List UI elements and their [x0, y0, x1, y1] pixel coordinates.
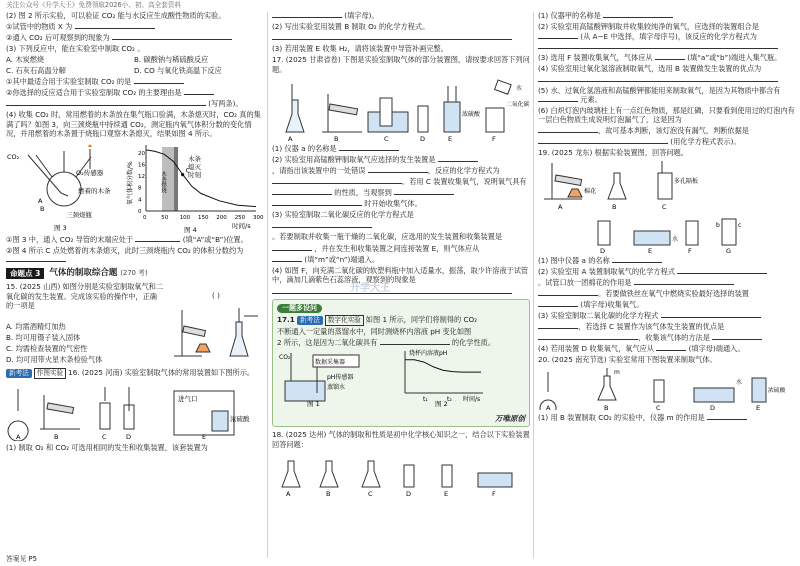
apparatus-label: D	[126, 433, 132, 442]
text-line: ②你选择的反应适合用于实验室制取 CO₂ 的主要理由是	[6, 88, 264, 98]
apparatus-label: 二氧化碳	[506, 102, 530, 108]
text-line: (3) 实验室制取二氧化碳反应的化学方程式是	[272, 210, 414, 219]
paragraph: (2) 实验室用高锰酸钾制取并收集较纯净的氧气，应选择的装置组合是 (从 A~E 中选择，填字母序号)，该反应的化学方程式为	[538, 22, 759, 41]
option-row: A. 木炭燃烧 B. 碳酸钠与稀硫酸反应	[6, 55, 209, 64]
apparatus-label: 进气口	[178, 395, 198, 404]
apparatus-label: A	[286, 490, 291, 497]
text-line: (3) 选用 F 装置收集氧气，气体应从 (填“a”或“b”)端进入集气瓶。	[538, 53, 782, 62]
text-line: (1) 用 B 装置制取 CO₂ 的实验中，仪器 m 的作用是	[538, 413, 796, 423]
text-line: (2) 实验室用高锰酸钾制取氧气应选择的发生装置是	[272, 155, 530, 165]
text-line: ，故可基本判断，该灯泡没有漏气，判断依据是	[538, 126, 796, 136]
text-line	[538, 75, 796, 85]
apparatus-label: D	[600, 247, 606, 253]
apparatus-label: 棉花	[584, 188, 597, 195]
apparatus-label: F	[492, 135, 496, 142]
fig-label: CO₂	[279, 354, 291, 362]
fig3-label: A	[38, 196, 43, 205]
text-line: 。试管口放一团棉花的作用是	[538, 278, 796, 288]
fig-caption: 图 1	[307, 400, 320, 408]
chart-x-tick: 200	[216, 214, 227, 221]
extension-header: 一题多设问	[277, 304, 322, 313]
text-line: 不断通入一定量的蒸馏水中，同时测烧杯内溶液 pH 变化如图	[277, 327, 472, 337]
q20-apparatus	[538, 366, 796, 410]
question-15	[6, 282, 264, 368]
section-header	[6, 268, 264, 280]
option: B. 均可用镊子装入固体	[6, 333, 81, 343]
apparatus-row-a-e	[6, 381, 264, 441]
answer-bracket: ( )	[212, 291, 220, 301]
column-divider-1	[267, 12, 268, 558]
text-line: ②图 4 所示 C 点处燃着的木条熄灭，此时三颈烧瓶内 CO₂ 的体积分数约为	[6, 246, 264, 265]
text-line: (写两条)。	[6, 99, 264, 109]
text-line: (2) 写出实验室用装置 B 制取 O₂ 的化学方程式。	[272, 22, 430, 31]
apparatus-label: B	[612, 203, 617, 211]
section-badge: 命题点 3	[6, 268, 44, 280]
chart-y-tick: 4	[138, 196, 142, 203]
apparatus-label: F	[688, 247, 692, 253]
paragraph: (4) 收集 CO₂ 时，常用燃着的木条放在集气瓶口验满，木条熄灭时，CO₂ 真的集满了吗？如图 3，向三颈烧瓶中持续通 CO₂，测定瓶内氧气体积分数的变化情况，并用燃着的木条置于烧瓶口观察木条熄灭，结果如图 4 所示。	[6, 110, 261, 138]
fig3-label: 燃着的木条	[78, 186, 111, 195]
apparatus-label: B	[334, 135, 339, 142]
q18-apparatus	[272, 451, 530, 497]
header-note: 关注公众号《升学大王》免费领取2026小、初、高全套资料	[6, 1, 182, 9]
text-line: ①图 3 中，通入 CO₂ 导管的末端应处于 (填“A”或“B”)位置。	[6, 234, 248, 244]
text-line: ①试管中的物质 X 为	[6, 22, 264, 32]
text-line: 。若用 C 装置收集氧气，说明氧气具有	[272, 177, 530, 187]
apparatus-label: E	[648, 247, 653, 253]
section-title: 气体的制取综合题	[49, 267, 118, 278]
text-line: ①其中最适合用于实验室制取 CO₂ 的是	[6, 77, 264, 87]
chart-x-tick: 250	[234, 214, 246, 221]
text-line: 17.1 新考法 数字化实验 如图 1 所示，同学们将制得的 CO₂	[277, 315, 478, 325]
q17-apparatus	[272, 76, 530, 142]
chart-xlabel: 时间/s	[232, 221, 251, 230]
q19-stem: 19. (2025 龙东) 根据实验装置图，回答问题。	[538, 148, 688, 157]
text-line: ，收集该气体的方法是	[538, 333, 796, 343]
tag-digital: 数字化实验	[325, 315, 364, 326]
tag-new-method: 新考法	[6, 369, 32, 378]
apparatus-label: C	[368, 490, 373, 497]
chart-annotation: 木条燃烧	[160, 170, 166, 193]
apparatus-label: E	[448, 135, 453, 142]
q18-stem: 18. (2025 达州) 气体的制取和性质是初中化学核心知识之一，结合以下实验装置回答问题：	[272, 430, 530, 449]
chart-annotation: 时刻	[188, 170, 201, 179]
option-row: C. 石灰石高温分解 D. CO 与氧化铁高温下反应	[6, 66, 222, 75]
text-line: (填字母)。	[272, 11, 530, 21]
apparatus-label: C	[656, 404, 661, 410]
fig-caption: 图 2	[435, 400, 448, 408]
chart-x-tick: 0	[143, 214, 147, 221]
text-line	[538, 42, 796, 52]
apparatus-label: F	[492, 490, 496, 497]
text-line: ，请指出该装置中的一处错误 ，反应的化学方程式为	[272, 166, 500, 175]
apparatus-label: D	[710, 404, 716, 410]
option: D. 均可用带火星木条检验气体	[6, 355, 103, 365]
text-line: (填“m”或“n”)端通入。	[272, 255, 530, 265]
footer-answer-ref: 答案见 P5	[6, 555, 37, 564]
apparatus-label: c	[738, 222, 742, 229]
fig3-label: CO₂	[7, 152, 20, 161]
q19-apparatus	[538, 159, 796, 253]
apparatus-label: G	[726, 247, 732, 253]
fig3-label: 三颈烧瓶	[66, 210, 92, 219]
apparatus-label: B	[604, 404, 609, 410]
apparatus-label: D	[406, 490, 412, 497]
apparatus-row-a-f	[272, 76, 530, 142]
fig-label: 数据采集器	[315, 359, 346, 367]
option: A. 均需酒精灯加热	[6, 322, 66, 332]
chart-ylabel: 氧气体积分数/%	[127, 160, 134, 205]
chart-y-tick: 8	[138, 185, 142, 192]
tag-new-method: 新考法	[297, 316, 323, 325]
paragraph: (5) 水、过氧化氢溶液和高锰酸钾都能用来制取氧气，是因为其物质中都含有 元素。	[538, 85, 781, 104]
text-line: (3) 实验室制取二氧化碳的化学方程式	[538, 311, 796, 321]
fig4-caption: 图 4	[184, 225, 197, 233]
apparatus-illustration	[172, 306, 262, 362]
apparatus-label: B	[54, 433, 59, 442]
apparatus-label: b	[716, 222, 720, 229]
chart-x-tick: 100	[179, 214, 191, 221]
text-line	[272, 287, 530, 297]
text-line: (2) 实验室用 A 装置制取氧气的化学方程式	[538, 267, 796, 277]
text-line: (2) 图 2 所示实验，可以验证 CO₂ 能与水反应生成酸性物质的实验。	[6, 11, 226, 20]
apparatus-label: B	[326, 490, 331, 497]
text-line: (1) 制取 O₂ 和 CO₂ 可选用相同的发生和收集装置，该套装置为	[6, 443, 208, 453]
ext-figures	[277, 349, 525, 407]
apparatus-label: 浓硫酸	[768, 388, 786, 394]
text-line: ，并在发生和收集装置之间连接装置 E，则气体应从	[272, 244, 530, 254]
chart-tick: t₂	[447, 396, 452, 404]
paragraph: (4) 实验室用过氧化氢溶液制取氧气，选用 B 装置做发生装置的优点为	[538, 64, 762, 73]
apparatus-label: A	[546, 404, 551, 410]
apparatus-label: 水	[672, 236, 679, 243]
apparatus-label: E	[444, 490, 449, 497]
text-line	[272, 33, 530, 43]
text-line: 时开始收集气体。	[272, 199, 530, 209]
apparatus-label: 浓硫酸	[462, 111, 481, 118]
chart-y-tick: 0	[138, 208, 142, 215]
watermark: 升学大王	[350, 283, 390, 294]
chart-annotation: 熄灭	[188, 162, 201, 171]
text-line: (3) 下列反应中，能在实验室中制取 CO₂ 。	[6, 44, 145, 53]
apparatus-label: C	[662, 203, 667, 211]
paragraph: 。若要制取并收集一瓶干燥的二氧化碳，应选用的发生装置和收集装置是	[272, 232, 503, 241]
text-line: (1) 仪器 a 的名称是	[272, 144, 530, 154]
section-count: (270 考)	[120, 268, 148, 277]
chart-y-tick: 16	[138, 162, 145, 168]
q15-stem: 15. (2025 山西) 如图分别是实验室制取氧气和二氧化碳的发生装置。完成该实验的操作中，正确的一项是	[6, 282, 164, 311]
fig-label: 蒸馏水	[327, 384, 346, 392]
chart-annotation: 木条	[188, 154, 201, 163]
chart-figure-4	[124, 141, 264, 233]
extension-box	[272, 299, 530, 427]
apparatus-label: 浓硫酸	[230, 415, 250, 424]
text-line: (3) 若用装置 E 收集 H₂，请将该装置中导管补画完整。	[272, 44, 448, 53]
text-line: (用化学方程式表示)。	[538, 137, 796, 147]
text-line: (4) 若用装置 D 收集氧气，氧气应从 (填字母)端通入。	[538, 343, 745, 353]
text-line: ，若选择 C 装置作为该气体发生装置的优点是	[538, 322, 796, 332]
brand-logo: 万唯原创	[495, 414, 525, 424]
chart-y-tick: 20	[138, 150, 145, 157]
apparatus-label: m	[614, 369, 620, 376]
column-2	[272, 11, 530, 559]
q20-stem: 20. (2025 南充节选) 实验室常用下图装置来制取气体。	[538, 355, 717, 364]
text-line: 新考法 作图实验 16. (2025 河南) 实验室制取气体的常用装置如下图所示。	[6, 368, 264, 379]
fig-label: pH传感器	[327, 374, 354, 382]
figure-3-4	[6, 141, 264, 233]
fig3-label: O₂传感器	[76, 168, 104, 177]
chart-xlabel: 时间/s	[463, 396, 481, 404]
q17-stem: 17. (2025 甘肃省卷) 下图是实验室制取气体的部分装置图，请按要求回答下列问题。	[272, 55, 530, 74]
chart-ylabel: 烧杯内溶液pH	[409, 350, 448, 358]
option: C. 均需检查装置的气密性	[6, 344, 88, 354]
text-line: 。若要做铁丝在氧气中燃烧实验最好选择的装置	[538, 289, 796, 299]
chart-x-tick: 50	[161, 214, 169, 221]
apparatus-label: 水	[736, 379, 743, 386]
apparatus-label: D	[420, 135, 426, 142]
chart-y-tick: 12	[138, 173, 145, 180]
apparatus-label: A	[288, 135, 293, 142]
column-3	[538, 11, 796, 559]
apparatus-label: E	[202, 433, 207, 442]
apparatus-label: A	[558, 203, 563, 211]
text-line: (1) 仪器甲的名称是	[538, 11, 796, 21]
chart-point-label: C	[185, 166, 191, 175]
fig3-caption: 图 3	[54, 223, 67, 232]
text-line: (1) 图中仪器 a 的名称	[538, 256, 796, 266]
q16-apparatus	[6, 381, 264, 441]
tag-drawing: 作图实验	[34, 368, 66, 379]
paragraph: (6) 白炽灯泡内玻璃柱上有一点红色物质，那是红磷，只要看到使用过的灯泡内有一层白色物质生成说明灯泡漏气了，这是因为	[538, 105, 795, 124]
column-divider-2	[533, 12, 534, 558]
apparatus-label: C	[384, 135, 389, 142]
chart-x-tick: 300	[253, 214, 264, 221]
paragraph: (4) 如图 F，向充满二氧化碳的软塑料瓶中加入适量水，振荡，取少许溶液于试管中，滴加几滴紫色石蕊溶液，观察到的现象是	[272, 265, 529, 284]
apparatus-label: C	[102, 433, 107, 442]
text-line: (填字母)收集氧气。	[538, 300, 796, 310]
text-line	[272, 221, 530, 231]
apparatus-label: 水	[516, 85, 523, 92]
fig3-label: B	[40, 204, 45, 213]
text-line: ②通入 CO₂ 后可观察到的现象为	[6, 33, 264, 43]
apparatus-label: E	[756, 404, 761, 410]
chart-tick: t₁	[423, 396, 428, 404]
apparatus-label: A	[16, 433, 21, 442]
apparatus-label: 多孔隔板	[674, 178, 699, 185]
column-1	[6, 11, 264, 559]
text-line: 2 所示，这是因为二氧化碳具有 的化学性质。	[277, 338, 496, 348]
chart-x-tick: 150	[198, 214, 209, 221]
text-line: 的性质，当观察到	[272, 188, 530, 198]
